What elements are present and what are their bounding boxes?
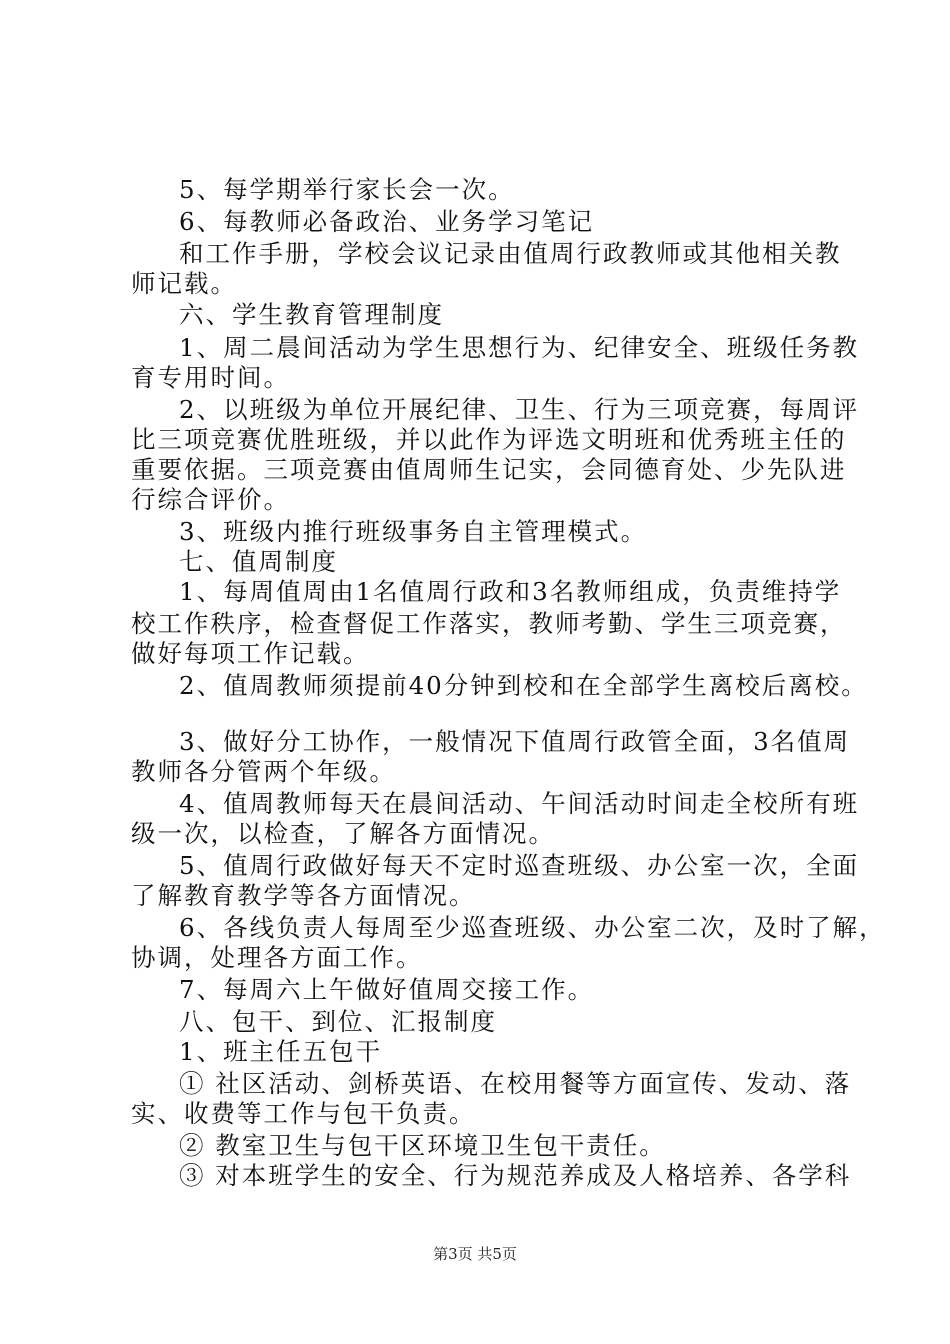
section-heading: 七、值周制度: [179, 547, 338, 576]
paragraph-line: 1、周二晨间活动为学生思想行为、纪律安全、班级任务教: [179, 333, 860, 362]
paragraph-line: 2、以班级为单位开展纪律、卫生、行为三项竞赛，每周评: [179, 395, 860, 424]
paragraph-line: ③ 对本班学生的安全、行为规范养成及人格培养、各学科: [179, 1161, 852, 1190]
paragraph-line: 6、各线负责人每周至少巡查班级、办公室二次，及时了解，: [179, 913, 886, 942]
paragraph-line: 5、值周行政做好每天不定时巡查班级、办公室一次，全面: [179, 851, 860, 880]
paragraph-line: 3、班级内推行班级事务自主管理模式。: [179, 517, 648, 546]
page-number-footer: 第3页 共5页: [433, 1245, 517, 1263]
section-heading: 八、包干、到位、汇报制度: [179, 1007, 497, 1036]
paragraph-line: 1、每周值周由1名值周行政和3名教师组成，负责维持学: [179, 577, 842, 606]
paragraph-line: 4、值周教师每天在晨间活动、午间活动时间走全校所有班: [179, 789, 860, 818]
paragraph-line: 育专用时间。: [131, 363, 290, 392]
paragraph-line: 3、做好分工协作，一般情况下值周行政管全面，3名值周: [179, 727, 851, 756]
paragraph-line: 7、每周六上午做好值周交接工作。: [179, 975, 595, 1004]
paragraph-line: 5、每学期举行家长会一次。: [179, 175, 515, 204]
paragraph-line: ① 社区活动、剑桥英语、在校用餐等方面宣传、发动、落: [179, 1069, 852, 1098]
paragraph-line: 重要依据。三项竞赛由值周师生记实，会同德育处、少先队进: [131, 455, 847, 484]
paragraph-line: 6、每教师必备政治、业务学习笔记: [179, 207, 595, 236]
paragraph-line: 级一次，以检查，了解各方面情况。: [131, 819, 555, 848]
paragraph-line: 比三项竞赛优胜班级，并以此作为评选文明班和优秀班主任的: [131, 425, 847, 454]
paragraph-line: 协调，处理各方面工作。: [131, 943, 423, 972]
paragraph-line: 做好每项工作记载。: [131, 639, 370, 668]
section-heading: 六、学生教育管理制度: [179, 300, 444, 329]
paragraph-line: 行综合评价。: [131, 485, 290, 514]
paragraph-line: 师记载。: [131, 269, 237, 298]
paragraph-line: 了解教育教学等各方面情况。: [131, 881, 476, 910]
paragraph-line: 实、收费等工作与包干负责。: [131, 1099, 476, 1128]
paragraph-line: 2、值周教师须提前40分钟到校和在全部学生离校后离校。: [179, 671, 868, 700]
paragraph-line: 和工作手册，学校会议记录由值周行政教师或其他相关教: [179, 239, 842, 268]
paragraph-line: 校工作秩序，检查督促工作落实，教师考勤、学生三项竞赛，: [131, 609, 847, 638]
paragraph-line: 教师各分管两个年级。: [131, 757, 396, 786]
paragraph-line: ② 教室卫生与包干区环境卫生包干责任。: [179, 1131, 666, 1160]
paragraph-line: 1、班主任五包干: [179, 1037, 383, 1066]
